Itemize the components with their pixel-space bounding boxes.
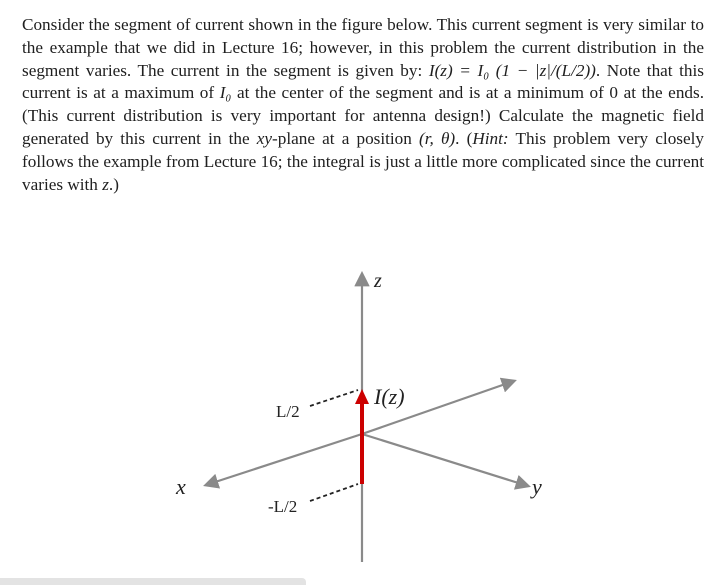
problem-text-part-6: This problem very closely follows the example from Lecture 16; the integral is just a little more complicated since the current varies with [22,128,704,194]
y-axis-label: y [532,474,542,499]
position-symbol: (r, θ) [419,128,456,148]
max-current-symbol: I₀ [219,83,232,103]
hint-label: Hint: [472,128,509,148]
current-segment-figure [160,262,580,585]
top-end-label: L/2 [276,402,300,421]
problem-text-part-4: -plane at a position [272,128,420,148]
bottom-end-label: -L/2 [268,497,298,516]
x-axis [206,434,362,485]
bottom-dashed-marker [310,484,358,501]
current-label: I(z) [374,384,405,409]
current-arrow-icon [355,389,369,404]
problem-text-part-7: .) [108,174,119,194]
plane-symbol: xy [256,128,273,148]
problem-text-part-3: at the center of the segment and is at a minimum of 0 at the ends. (This current distribution is very important for antenna design!) Calculate the magnetic field generated by this current in the [22,83,704,148]
y-axis [362,434,528,486]
problem-text-part-5: . ( [455,128,473,148]
problem-paragraph [22,14,704,196]
problem-statement [22,14,704,196]
z-axis-label: z [374,270,382,292]
x-axis-label: x [176,474,186,499]
current-formula: I(z) = I₀ (1 − |z|/(L/2)) [428,60,596,80]
top-dashed-marker [310,390,358,406]
problem-text-part-2: . Note that this current is at a maximum of [22,60,704,103]
problem-text-part-1: Consider the segment of current shown in the figure below. This current segment is very similar to the example that we did in Lecture 16; however, in this problem the current distribution in the segment varies. The current in the segment is given by: [22,15,704,80]
variable-symbol: z [102,174,109,194]
page-footer-bar [0,578,306,585]
